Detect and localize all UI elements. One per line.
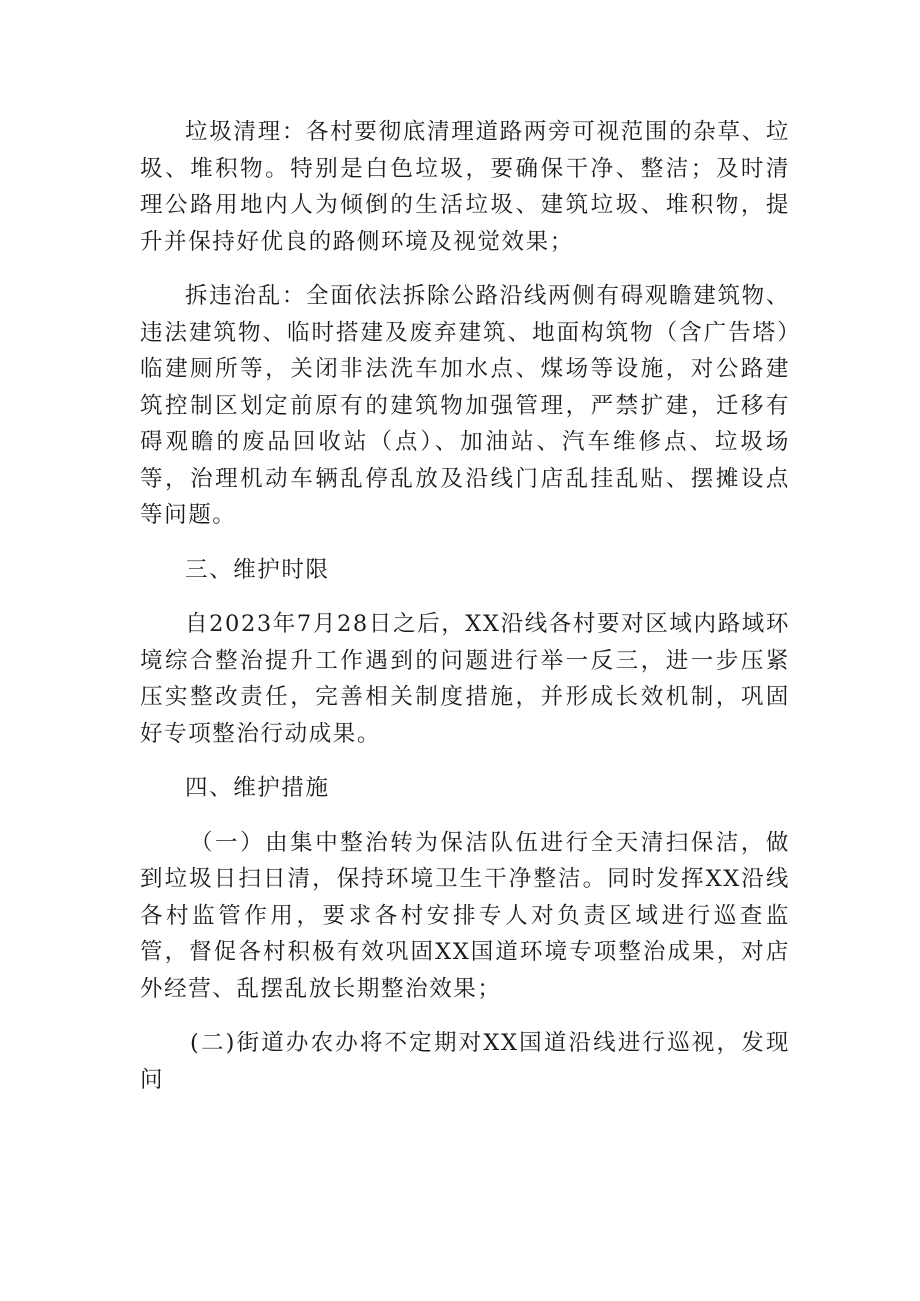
- paragraph-measure-one: （一）由集中整治转为保洁队伍进行全天清扫保洁，做到垃圾日扫日清，保持环境卫生干净整洁。同时发挥XX沿线各村监管作用，要求各村安排专人对负责区域进行巡查监管，督促各村积极有效巩固XX国道环境专项整治成果，对店外经营、乱摆乱放长期整治效果；: [140, 829, 790, 1002]
- heading-maintenance-measures: 四、维护措施: [185, 775, 330, 801]
- heading-maintenance-period: 三、维护时限: [185, 556, 330, 583]
- paragraph-garbage-cleanup: 垃圾清理：各村要彻底清理道路两旁可视范围的杂草、垃圾、堆积物。特别是白色垃圾，要确保干净、整洁；及时清理公路用地内人为倾倒的生活垃圾、建筑垃圾、堆积物，提升并保持好优良的路侧环境及视觉效果；: [140, 119, 790, 255]
- paragraph-measure-two: (二)街道办农办将不定期对XX国道沿线进行巡视，发现问: [140, 1030, 790, 1093]
- document-page: [140, 114, 790, 1098]
- paragraph-maintenance-period: 自2023年7月28日之后，XX沿线各村要对区域内路域环境综合整治提升工作遇到的问题进行举一反三，进一步压紧压实整改责任，完善相关制度措施，并形成长效机制，巩固好专项整治行动成果。: [140, 611, 790, 747]
- paragraph-demolition: 拆违治乱：全面依法拆除公路沿线两侧有碍观瞻建筑物、违法建筑物、临时搭建及废弃建筑、地面构筑物（含广告塔）临建厕所等，关闭非法洗车加水点、煤场等设施，对公路建筑控制区划定前原有的建筑物加强管理，严禁扩建，迁移有碍观瞻的废品回收站（点）、加油站、汽车维修点、垃圾场等，治理机动车辆乱停乱放及沿线门店乱挂乱贴、摆摊设点等问题。: [140, 283, 790, 528]
